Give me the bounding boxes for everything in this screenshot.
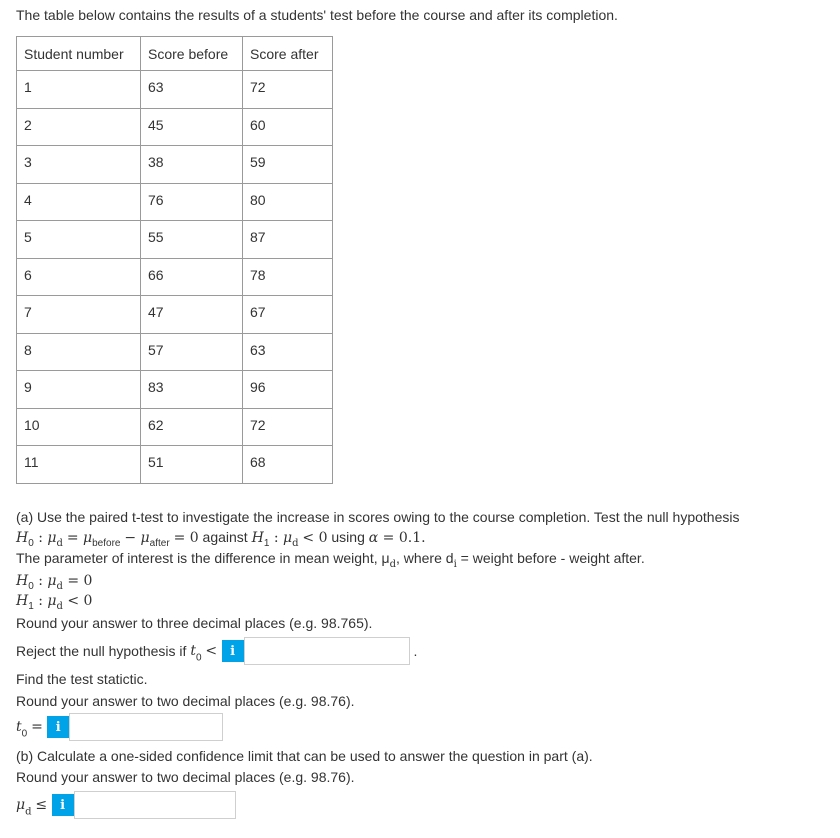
table-row bbox=[17, 71, 333, 109]
cell-student: 3 bbox=[17, 146, 141, 184]
cell-before: 45 bbox=[141, 108, 243, 146]
cell-after: 68 bbox=[243, 446, 333, 484]
part-b-intro: (b) Calculate a one-sided confidence limit that can be used to answer the question in part (a). bbox=[16, 748, 593, 764]
table-row bbox=[17, 371, 333, 409]
cell-student: 8 bbox=[17, 333, 141, 371]
table-row bbox=[17, 183, 333, 221]
table-header-row bbox=[17, 37, 333, 71]
info-icon[interactable]: i bbox=[222, 640, 244, 662]
table-row bbox=[17, 146, 333, 184]
using-word: using bbox=[331, 529, 369, 545]
cell-student: 9 bbox=[17, 371, 141, 409]
cell-after: 67 bbox=[243, 296, 333, 334]
scores-table bbox=[16, 36, 333, 484]
test-statistic-row: $t_0 = i$ bbox=[16, 713, 223, 741]
critical-value-input[interactable] bbox=[244, 637, 410, 665]
cell-student: 6 bbox=[17, 258, 141, 296]
cell-before: 55 bbox=[141, 221, 243, 259]
table-row bbox=[17, 221, 333, 259]
find-test-statistic: Find the test statictic. bbox=[16, 671, 148, 687]
cell-student: 2 bbox=[17, 108, 141, 146]
cell-before: 57 bbox=[141, 333, 243, 371]
cell-student: 5 bbox=[17, 221, 141, 259]
cell-after: 72 bbox=[243, 71, 333, 109]
table-row bbox=[17, 108, 333, 146]
part-a-intro: (a) Use the paired t-test to investigate the increase in scores owing to the course completion. Test the null hypothesis bbox=[16, 509, 740, 525]
round-two-instruction-a: Round your answer to two decimal places (e.g. 98.76). bbox=[16, 693, 355, 709]
cell-before: 63 bbox=[141, 71, 243, 109]
intro-text: The table below contains the results of a students' test before the course and after its completion. bbox=[16, 7, 618, 23]
cell-before: 51 bbox=[141, 446, 243, 484]
info-icon[interactable]: i bbox=[52, 794, 74, 816]
cell-student: 10 bbox=[17, 408, 141, 446]
column-header: Student number bbox=[17, 37, 141, 71]
table-row bbox=[17, 408, 333, 446]
cell-after: 60 bbox=[243, 108, 333, 146]
table-row bbox=[17, 333, 333, 371]
h0-line: $H_0$ : $\mu_d = 0$ bbox=[16, 573, 93, 592]
round-two-instruction-b: Round your answer to two decimal places (e.g. 98.76). bbox=[16, 769, 355, 785]
cell-student: 7 bbox=[17, 296, 141, 334]
parameter-description: The parameter of interest is the difference in mean weight, $\mu_d$, where $d_i$ = weight before - weight after. bbox=[16, 550, 645, 570]
cell-before: 62 bbox=[141, 408, 243, 446]
reject-row: Reject the null hypothesis if $t_0 < i$ . bbox=[16, 637, 417, 665]
confidence-limit-input[interactable] bbox=[74, 791, 236, 819]
reject-text: Reject the null hypothesis if bbox=[16, 643, 187, 659]
table-row bbox=[17, 258, 333, 296]
cell-after: 63 bbox=[243, 333, 333, 371]
cell-student: 1 bbox=[17, 71, 141, 109]
cell-student: 4 bbox=[17, 183, 141, 221]
cell-before: 38 bbox=[141, 146, 243, 184]
cell-after: 87 bbox=[243, 221, 333, 259]
cell-before: 76 bbox=[141, 183, 243, 221]
cell-after: 96 bbox=[243, 371, 333, 409]
h1-line: $H_1$ : $\mu_d < 0$ bbox=[16, 593, 93, 612]
column-header: Score before bbox=[141, 37, 243, 71]
cell-after: 78 bbox=[243, 258, 333, 296]
cell-before: 83 bbox=[141, 371, 243, 409]
table-row bbox=[17, 296, 333, 334]
info-icon[interactable]: i bbox=[47, 716, 69, 738]
null-hypothesis-statement: $H_0$ : $\mu_d = \mu_{before} - \mu_{after} = 0$ against $H_1$ : $\mu_d < 0$ using α = 0.1. bbox=[16, 529, 426, 549]
cell-student: 11 bbox=[17, 446, 141, 484]
cell-after: 72 bbox=[243, 408, 333, 446]
cell-after: 59 bbox=[243, 146, 333, 184]
confidence-limit-row: $\mu_d \le i$ bbox=[16, 791, 236, 819]
cell-before: 47 bbox=[141, 296, 243, 334]
cell-after: 80 bbox=[243, 183, 333, 221]
round-three-instruction: Round your answer to three decimal places (e.g. 98.765). bbox=[16, 615, 373, 631]
against-word: against bbox=[198, 529, 252, 545]
test-statistic-input[interactable] bbox=[69, 713, 223, 741]
column-header: Score after bbox=[243, 37, 333, 71]
table-row bbox=[17, 446, 333, 484]
cell-before: 66 bbox=[141, 258, 243, 296]
